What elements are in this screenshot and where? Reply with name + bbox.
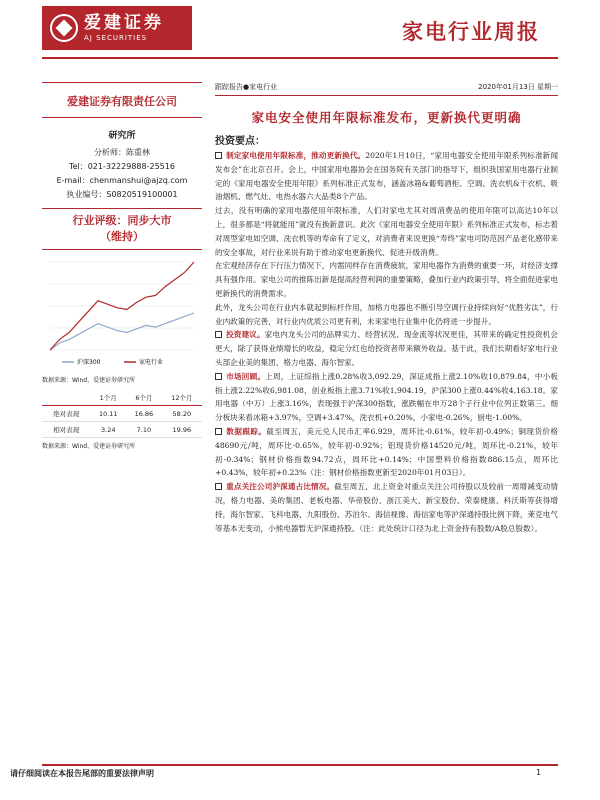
table-header-cell: 6个月 (126, 390, 162, 406)
table-cell: 3.24 (90, 422, 126, 438)
paragraph-lead: 市场回顾。 (226, 371, 266, 381)
body-paragraph (215, 328, 558, 369)
table-header-row (42, 390, 202, 406)
table-cell: 19.96 (162, 422, 202, 438)
checkbox-bullet-icon (215, 152, 222, 159)
chart-source: 数据来源：Wind，爱建证券研究所 (42, 377, 136, 384)
checkbox-bullet-icon (215, 428, 222, 435)
table-cell: 绝对表现 (42, 406, 90, 422)
department: 研究所 (108, 131, 136, 141)
paragraph-text: 过去，没有明确的家用电器使用年限标准，人们对家电尤其对周消费品的使用年限可以高达10年以上，很多都是“将就能用”就没有换新意识。此次《家用电器安全使用年限》系列标准正式发布，标志着对周型家电如空调、洗衣机等的寿命有了定义，对消费者来说更换“寿终”家电可防范因产品老化感带来的安全事故，对行业来说有助于推动家电更新换代、促进升级消费。 (215, 206, 558, 257)
page-number: 1 (536, 768, 542, 777)
checkbox-bullet-icon (215, 331, 222, 338)
rating-line1: 行业评级：同步大市 (72, 214, 172, 227)
paragraph-text: 家电内龙头公司的品牌实力、经营状况、现金流等状况更佳，其带来的确定性投资机会更大，除了获得业绩增长的收益，稳定分红也给投资者带来额外收益。基于此，我们长期看好家电行业头部企业美的集团、格力电器、海尔智家。 (215, 330, 558, 367)
report-title: 家电行业周报 (402, 19, 540, 44)
company-logo (42, 6, 192, 50)
legal-notice[interactable]: 请仔细阅读在本报告尾部的重要法律声明 (10, 769, 154, 778)
article-body (215, 149, 558, 535)
table-row (42, 422, 202, 438)
checkbox-bullet-icon (215, 483, 222, 490)
performance-chart (42, 254, 202, 372)
report-type: 跟踪报告●家电行业 (215, 83, 278, 91)
table-header-cell (42, 390, 90, 406)
page-header (0, 0, 600, 62)
table-cell: 相对表现 (42, 422, 90, 438)
paragraph-lead: 重点关注公司沪深通占比情况。 (226, 482, 335, 492)
paragraph-text: 上周，上证综指上涨0.28%收3,092.29，深证成指上涨2.10%收10,879.84，中小板指上涨2.22%收6,981.08，创业板指上涨3.71%收1,904.19，沪深300上涨0.44%收4,163.18。家用电器（中万）上涨3.16%，表现强于沪深300指数，涨跌幅在申万28个子行业中位列正数第三。细分板块来看冰箱+3.97%，空调+3.47%，洗衣机+0.20%，小家电-0.26%，厨电-1.00%。 (215, 371, 558, 423)
industry-rating (42, 208, 202, 250)
analyst-tel: Tel：021-32229888-25516 (69, 162, 175, 171)
analyst-name: 分析师：陈重林 (94, 148, 150, 157)
paragraph-text: 此外，龙头公司在行业内本就起到标杆作用，加格力电器也不断引导空调行业持续向好“优胜劣汰”，行业内政策的完善，对行业内优质公司更有利，未来家电行业集中化仍将进一步提升。 (215, 302, 558, 326)
paragraph-text: 截至周五，北上资金对重点关注公司持股以及较前一周增减变动情况，格力电器、美的集团、老板电器、华帝股份、浙江美大、新宝股份、荣泰健康、科沃斯等获得增持，海尔智家、飞科电器、九阳股份、苏泊尔、海信视像、海信家电等沪深通持股比例下降，莱克电气等基本无变动，小熊电器暂无沪深通持股。（注：此处统计口径为北上资金持有股数/A股总股数）。 (215, 482, 558, 533)
report-date: 2020年01月13日 星期一 (478, 83, 558, 91)
company-name: 爱建证券有限责任公司 (42, 82, 202, 118)
summary-title: 投资要点： (215, 136, 265, 147)
analyst-email[interactable]: E-mail：chenmanshui@ajzq.com (56, 176, 188, 185)
footer-divider (42, 764, 558, 766)
table-header-cell: 12个月 (162, 390, 202, 406)
series-line-0 (50, 313, 194, 350)
logo-cn-text: 爱建证券 (84, 13, 164, 33)
body-paragraph (215, 149, 558, 204)
paragraph-text: 截至周五，美元兑人民币汇率6.929，周环比-0.61%，较年初-0.49%；铜现货价格48690元/吨，周环比-0.65%，较年初-0.92%；铝现货价格14520元/吨，周环比-0.21%，较年初-0.34%；钢材价格指数94.72点，周环比+0.14%；中国塑料价格指数886.15点，周环比+0.43%，较年初+0.23%（注：钢材价格指数更新至2020年01月03日）。 (215, 426, 558, 478)
logo-emblem-icon (50, 14, 78, 42)
header-divider (42, 57, 558, 59)
body-paragraph (215, 425, 558, 480)
logo-en-text: AJ SECURITIES (84, 34, 148, 42)
performance-chart-svg (42, 254, 202, 372)
table-cell: 58.20 (162, 406, 202, 422)
rating-line2: （维持） (100, 230, 144, 243)
legend-label-appliance: 家电行业 (139, 359, 164, 366)
paragraph-lead: 制定家电使用年限标准，推动更新换代。 (226, 151, 366, 160)
table-header-cell: 1个月 (90, 390, 126, 406)
body-paragraph (215, 259, 558, 300)
table-cell: 10.11 (90, 406, 126, 422)
table-cell: 7.10 (126, 422, 162, 438)
report-meta (215, 82, 558, 96)
body-paragraph (215, 370, 558, 425)
checkbox-bullet-icon (215, 373, 222, 380)
license-number: 执业编号：S0820519100001 (66, 190, 178, 199)
paragraph-text: 2020年1月10日，“家用电器安全使用年限系列标准新闻发布会”在北京召开。会上，中国家用电器协会在国务院有关部门的指导下，组织我国家用电器行业制定的《家用电器安全使用年限》系列标准正式发布，涵盖冰箱&葡萄酒柜、空调、洗衣机&干衣机、吸油烟机、燃气灶、电热水器六大品类8个产品。 (215, 151, 558, 202)
body-paragraph (215, 204, 558, 259)
table-row (42, 406, 202, 422)
body-paragraph (215, 301, 558, 329)
performance-table (42, 390, 202, 438)
paragraph-text: 在宏观经济存在下行压力情况下，内需同样存在消费疲软，家用电器作为消费的重要一环，对经济支撑具有强作用。家电公司的推陈出新是提高经营利润的重要策略，叠加行业内政策引导，将全面促进家电更新换代的消费需求。 (215, 261, 558, 298)
table-source: 数据来源：Wind，爱建证券研究所 (42, 443, 136, 450)
body-paragraph (215, 480, 558, 535)
paragraph-lead: 投资建议。 (226, 330, 265, 340)
article-headline: 家电安全使用年限标准发布，更新换代更明确 (251, 110, 522, 125)
table-cell: 16.86 (126, 406, 162, 422)
paragraph-lead: 数据跟踪。 (226, 426, 267, 436)
legend-label-hs300: 沪深300 (77, 359, 101, 366)
left-sidebar (42, 82, 202, 456)
main-content (215, 82, 558, 535)
